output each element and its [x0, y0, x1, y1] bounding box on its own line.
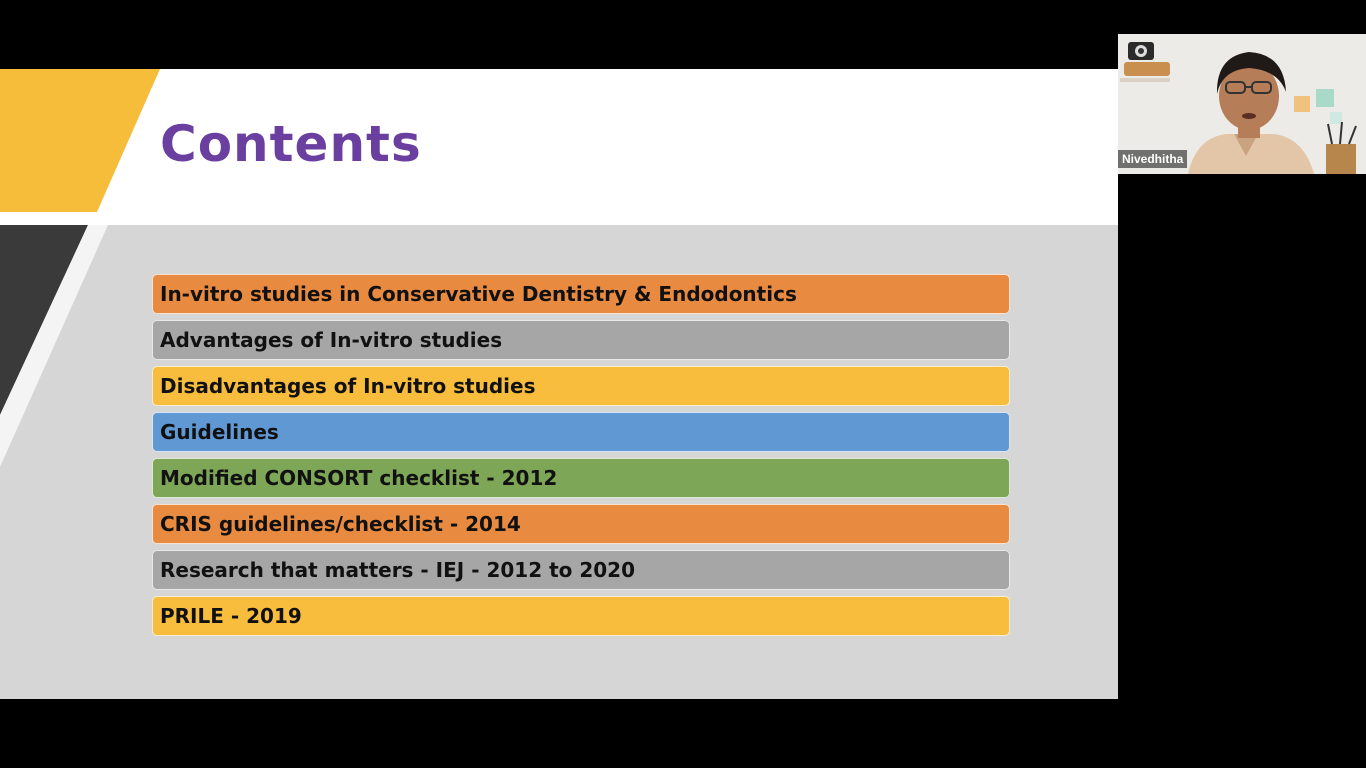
- contents-list: [152, 274, 1010, 642]
- contents-item: In-vitro studies in Conservative Dentistry & Endodontics: [152, 274, 1010, 314]
- shared-slide: [0, 69, 1118, 699]
- contents-item: Guidelines: [152, 412, 1010, 452]
- participant-name: Nivedhitha: [1118, 150, 1187, 168]
- contents-item: Disadvantages of In-vitro studies: [152, 366, 1010, 406]
- contents-item: Research that matters - IEJ - 2012 to 2020: [152, 550, 1010, 590]
- contents-item: Advantages of In-vitro studies: [152, 320, 1010, 360]
- contents-item: CRIS guidelines/checklist - 2014: [152, 504, 1010, 544]
- yellow-accent-shape: [0, 69, 160, 212]
- contents-item: Modified CONSORT checklist - 2012: [152, 458, 1010, 498]
- participant-video-tile[interactable]: [1118, 34, 1366, 174]
- slide-title: Contents: [160, 115, 422, 173]
- contents-item: PRILE - 2019: [152, 596, 1010, 636]
